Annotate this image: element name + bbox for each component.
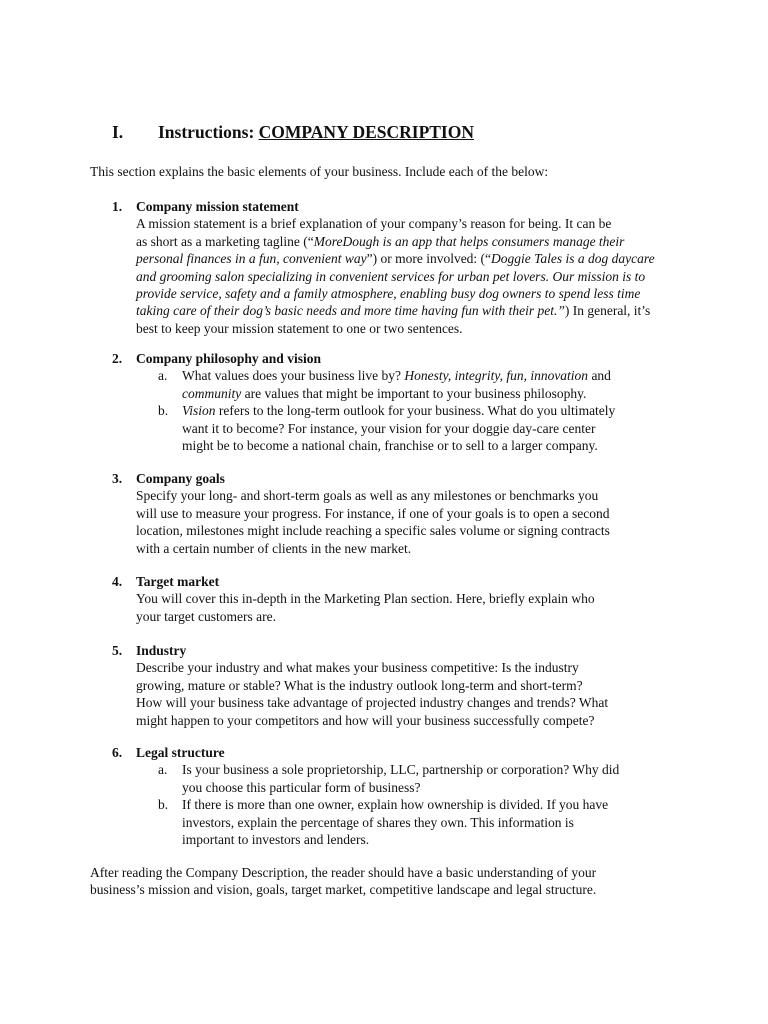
body-line: growing, mature or stable? What is the industry outlook long-term and short-term? bbox=[136, 677, 583, 693]
sub-body bbox=[182, 796, 682, 848]
body-line bbox=[182, 402, 682, 419]
body-line: After reading the Company Description, the reader should have a basic understanding of your bbox=[90, 865, 597, 880]
list-body bbox=[136, 487, 682, 557]
body-line: A mission statement is a brief explanation of your company’s reason for being. It can be bbox=[136, 216, 612, 232]
sub-letter: b. bbox=[158, 403, 169, 419]
heading-label: Instructions bbox=[158, 122, 249, 142]
text-span: are values that might be important to your business philosophy. bbox=[241, 385, 587, 401]
list-title: Legal structure bbox=[136, 745, 225, 760]
body-line: your target customers are. bbox=[136, 608, 276, 624]
text-span: What values does your business live by? bbox=[182, 368, 405, 384]
body-line bbox=[136, 285, 682, 302]
italic-span: community bbox=[182, 385, 242, 401]
body-line: might be to become a national chain, franchise or to sell to a larger company. bbox=[182, 438, 598, 453]
list-number: 1. bbox=[112, 199, 123, 214]
list-body bbox=[136, 659, 682, 729]
italic-span: provide service, safety and a family atmosphere, enabling busy dog owners to spend less time bbox=[136, 286, 641, 302]
body-line: location, milestones might include reaching a specific sales volume or signing contracts bbox=[136, 523, 610, 539]
italic-span: taking care of their dog’s basic needs and more time having fun with their pet.” bbox=[136, 303, 565, 319]
body-line: business’s mission and vision, goals, target market, competitive landscape and legal structure. bbox=[90, 882, 597, 898]
list-number: 3. bbox=[112, 471, 123, 486]
section-heading bbox=[112, 124, 474, 141]
sub-body bbox=[182, 761, 682, 796]
heading-roman-numeral: I. bbox=[112, 122, 124, 142]
italic-span: MoreDough is an app that helps consumers manage their bbox=[313, 233, 625, 249]
body-line: Describe your industry and what makes your business competitive: Is the industry bbox=[136, 660, 579, 676]
closing-paragraph bbox=[90, 864, 690, 899]
italic-span: Honesty, integrity, fun, innovation bbox=[404, 368, 589, 384]
italic-span: personal finances in a fun, convenient way bbox=[136, 251, 367, 267]
body-line: How will your business take advantage of projected industry changes and trends? What bbox=[136, 695, 609, 711]
body-line: important to investors and lenders. bbox=[182, 832, 370, 847]
text-span: as short as a marketing tagline (“ bbox=[136, 233, 314, 249]
list-body bbox=[136, 215, 682, 337]
sub-letter: a. bbox=[158, 368, 168, 384]
list-number: 5. bbox=[112, 643, 123, 658]
body-line bbox=[136, 250, 682, 267]
italic-span: Doggie Tales is a dog daycare bbox=[491, 251, 655, 267]
body-line: Is your business a sole proprietorship, LLC, partnership or corporation? Why did bbox=[182, 762, 620, 778]
body-line: If there is more than one owner, explain how ownership is divided. If you have bbox=[182, 797, 609, 813]
sub-letter: a. bbox=[158, 762, 168, 778]
list-title: Target market bbox=[136, 574, 220, 589]
sub-body bbox=[182, 402, 682, 454]
italic-span: and grooming salon specializing in convenient services for urban pet lovers. Our mission is to bbox=[136, 268, 646, 284]
text-span: refers to the long-term outlook for your business. What do you ultimately bbox=[215, 403, 616, 419]
list-title: Company mission statement bbox=[136, 199, 299, 214]
body-line: want it to become? For instance, your vision for your doggie day-care center bbox=[182, 420, 596, 436]
body-line bbox=[136, 268, 682, 285]
body-line bbox=[136, 233, 682, 250]
list-number: 4. bbox=[112, 574, 123, 589]
list-number: 2. bbox=[112, 351, 123, 366]
heading-title: COMPANY DESCRIPTION bbox=[258, 122, 474, 142]
list-number: 6. bbox=[112, 745, 123, 760]
body-line: might happen to your competitors and how will your business successfully compete? bbox=[136, 712, 595, 728]
body-line: you choose this particular form of business? bbox=[182, 779, 421, 795]
intro-paragraph: This section explains the basic elements of your business. Include each of the below: bbox=[90, 164, 549, 179]
body-line: Specify your long- and short-term goals as well as any milestones or benchmarks you bbox=[136, 488, 599, 504]
text-span: ) In general, it’s bbox=[564, 303, 651, 319]
text-span: ”) or more involved: (“ bbox=[366, 251, 492, 267]
heading-colon: : bbox=[248, 122, 259, 142]
body-line bbox=[136, 302, 682, 319]
body-line: investors, explain the percentage of shares they own. This information is bbox=[182, 814, 574, 830]
list-title: Company philosophy and vision bbox=[136, 351, 321, 366]
body-line: will use to measure your progress. For instance, if one of your goals is to open a second bbox=[136, 505, 610, 521]
body-line bbox=[182, 367, 682, 384]
list-body bbox=[136, 590, 682, 625]
body-line bbox=[182, 385, 682, 402]
body-line: best to keep your mission statement to one or two sentences. bbox=[136, 320, 463, 336]
sub-letter: b. bbox=[158, 797, 169, 813]
list-title: Industry bbox=[136, 643, 187, 658]
sub-body bbox=[182, 367, 682, 402]
list-title: Company goals bbox=[136, 471, 225, 486]
body-line: with a certain number of clients in the new market. bbox=[136, 540, 412, 556]
body-line: You will cover this in-depth in the Marketing Plan section. Here, briefly explain who bbox=[136, 591, 595, 607]
text-span: and bbox=[588, 368, 611, 384]
italic-span: Vision bbox=[182, 403, 216, 419]
